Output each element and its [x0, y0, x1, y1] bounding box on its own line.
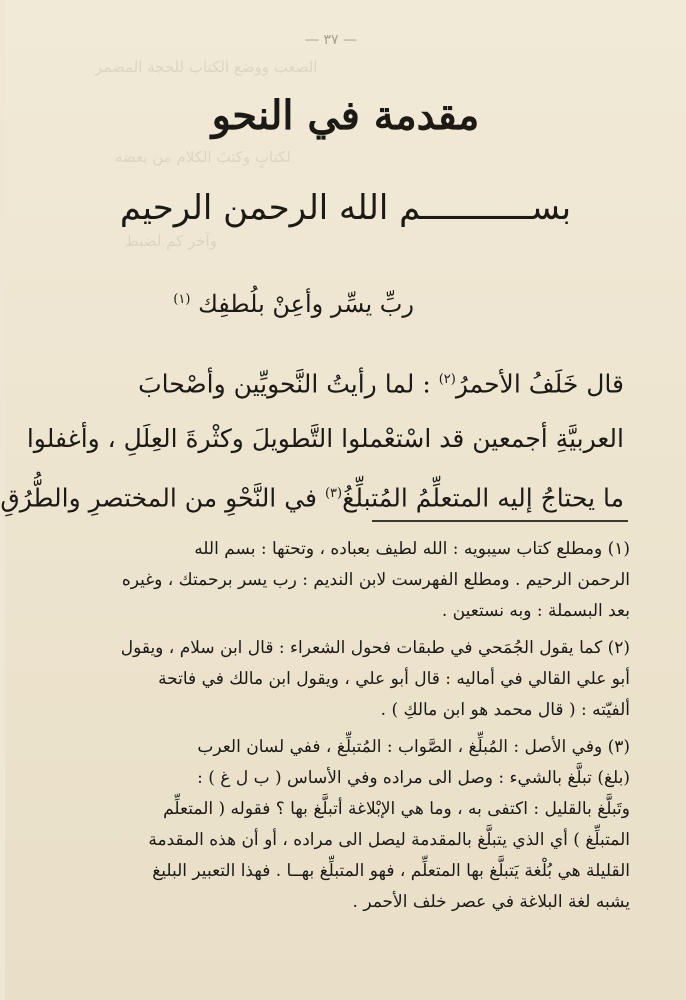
footnote-line: ألفيّته : ( قال محمد هو ابن مالكِ ) .: [380, 700, 630, 720]
footnote-line: الرحمن الرحيم . ومطلع الفهرست لابن النديم : رب يسر برحمتك ، وغيره: [121, 570, 630, 590]
footnote-line: يشبه لغة البلاغة في عصر خلف الأحمر .: [352, 892, 630, 912]
main-text-line: [67, 352, 624, 411]
basmala: بســـــــــــم الله الرحمن الرحيم: [119, 188, 572, 228]
footnote-divider: [372, 520, 628, 522]
footnote-line: (٢) كما يقول الجُمَحي في طبقات فحول الشعراء : قال ابن سلام ، ويقول: [120, 638, 630, 658]
bleed-through-text: وآخر كم لضبط: [125, 232, 217, 250]
main-text-line: العربيَّةِ أجمعين قد اسْتعْملوا التَّطويلَ وكثْرةَ العِلَلِ ، وأغفلوا: [26, 424, 624, 454]
text-segment: ما يحتاجُ إليه المتعلِّمُ المُتبلِّغُ: [342, 483, 624, 513]
footnote-line: القليلة هي بُلْغة يَتبلَّغ بها المتعلِّم ، فهو المتبلِّغ بهــا . فهذا التعبير البليغ: [152, 861, 630, 881]
bleed-through-text: الصعب ووضع الكتاب للحجة المضمر: [95, 58, 318, 76]
text-segment: : لما رأيتُ النَّحويِّين وأصْحابَ: [138, 369, 439, 399]
page-number: — ٣٧ —: [305, 32, 357, 48]
footnote-line: المتبلِّغ ) أي الذي يتبلَّغ بالمقدمة ليصل الى مراده ، أو أن هذه المقدمة: [148, 830, 630, 850]
footnote-line: وتَبلَّغ بالقليل : اكتفى به ، وما هي الإبْلاغة أتبلَّغ بها ؟ فقوله ( المتعلِّم: [163, 799, 630, 819]
footnote-line: (٣) وفي الأصل : المُبلِّغ ، الصَّواب : المُتبلِّغ ، ففي لسان العرب: [197, 737, 630, 757]
invocation-text: ربِّ يسِّر وأعِنْ بلُطفِك: [198, 290, 414, 318]
invocation-line: [173, 290, 414, 318]
footnotes-section: [63, 534, 630, 924]
footnote-line: (١) ومطلع كتاب سيبويه : الله لطيف بعباده ، وتحتها : بسم الله: [194, 539, 630, 559]
text-segment: في النَّحْوِ من المختصرِ والطُّرُقِ: [0, 483, 325, 513]
footnote-ref-3: (٣): [324, 486, 343, 502]
main-text-line: [0, 466, 624, 525]
page-title: مقدمة في النحو: [211, 92, 480, 139]
main-paragraph: [0, 352, 624, 526]
footnote-ref-2: (٢): [438, 372, 456, 387]
bleed-through-text: لكتابٍ وكتبَ الكلام من بعضه: [115, 148, 291, 166]
footnote-2: [63, 633, 630, 726]
footnote-line: (بلغ) تبلَّغ بالشيء : وصل الى مراده وفي الأساس ( ب ل غ ) :: [197, 768, 630, 788]
text-segment: قال خَلَفُ الأحمرُ: [455, 369, 624, 399]
footnote-line: بعد البسملة : وبه نستعين .: [441, 601, 630, 621]
footnote-3: [63, 732, 630, 918]
footnote-line: أبو علي القالي في أماليه : قال أبو علي ، ويقول ابن مالك في فاتحة: [158, 669, 630, 689]
footnote-1: [63, 534, 630, 627]
footnote-ref-1: (١): [173, 292, 191, 307]
